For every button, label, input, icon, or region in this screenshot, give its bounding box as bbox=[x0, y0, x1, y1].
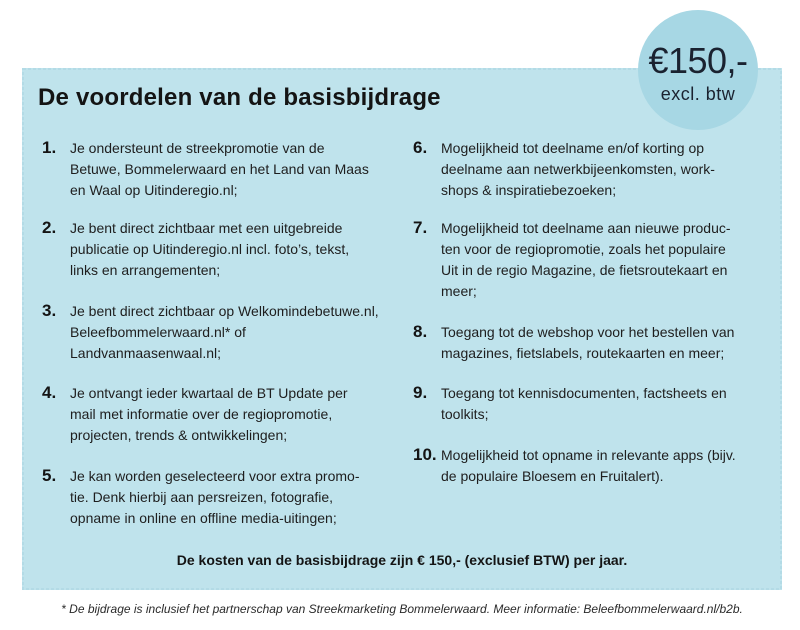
item-number: 4. bbox=[42, 383, 57, 402]
item-text: Je ontvangt ieder kwartaal de BT Update per mail met informatie over de regiopromotie, projecten, trends & ontwikkelingen; bbox=[70, 385, 348, 443]
item-number: 5. bbox=[42, 466, 57, 485]
item-number: 7. bbox=[413, 218, 428, 237]
item-number: 2. bbox=[42, 218, 57, 237]
item-number: 3. bbox=[42, 301, 57, 320]
item-text: Toegang tot de webshop voor het bestellen van magazines, fietslabels, routekaarten en meer; bbox=[441, 324, 735, 361]
item-text: Je bent direct zichtbaar op Welkomindebetuwe.nl, Beleefbommelerwaard.nl* of Landvanmaasenwaal.nl; bbox=[70, 303, 379, 361]
badge-subtitle: excl. btw bbox=[660, 84, 736, 104]
item-number: 8. bbox=[413, 322, 428, 341]
item-text: Toegang tot kennisdocumenten, factsheets en toolkits; bbox=[441, 385, 727, 422]
item-text: Je kan worden geselecteerd voor extra promo- tie. Denk hierbij aan persreizen, fotografie, opname in online en offline media-uitingen; bbox=[70, 468, 360, 526]
item-text: Mogelijkheid tot opname in relevante apps (bijv. de populaire Bloesem en Fruitalert). bbox=[441, 447, 736, 484]
item-number: 10. bbox=[413, 445, 437, 464]
page-title: De voordelen van de basisbijdrage bbox=[38, 84, 441, 111]
cost-summary: De kosten van de basisbijdrage zijn € 150,- (exclusief BTW) per jaar. bbox=[176, 552, 628, 568]
item-text: Je ondersteunt de streekpromotie van de Betuwe, Bommelerwaard en het Land van Maas en Waal op Uitinderegio.nl; bbox=[70, 140, 369, 198]
price-badge bbox=[638, 10, 758, 130]
item-text: Je bent direct zichtbaar met een uitgebreide publicatie op Uitinderegio.nl incl. foto’s, tekst, links en arrangementen; bbox=[70, 220, 350, 278]
badge-price: €150,- bbox=[648, 40, 748, 81]
item-number: 1. bbox=[42, 138, 57, 157]
item-text: Mogelijkheid tot deelname en/of korting op deelname aan netwerkbijeenkomsten, work- shops & inspiratiebezoeken; bbox=[441, 140, 715, 198]
footnote: * De bijdrage is inclusief het partnerschap van Streekmarketing Bommelerwaard. Meer informatie: Beleefbommelerwaard.nl/b2b. bbox=[61, 602, 743, 616]
item-text: Mogelijkheid tot deelname aan nieuwe produc- ten voor de regiopromotie, zoals het populaire Uit in de regio Magazine, de fietsroutekaart en meer; bbox=[441, 220, 731, 299]
item-number: 9. bbox=[413, 383, 428, 402]
item-number: 6. bbox=[413, 138, 428, 157]
